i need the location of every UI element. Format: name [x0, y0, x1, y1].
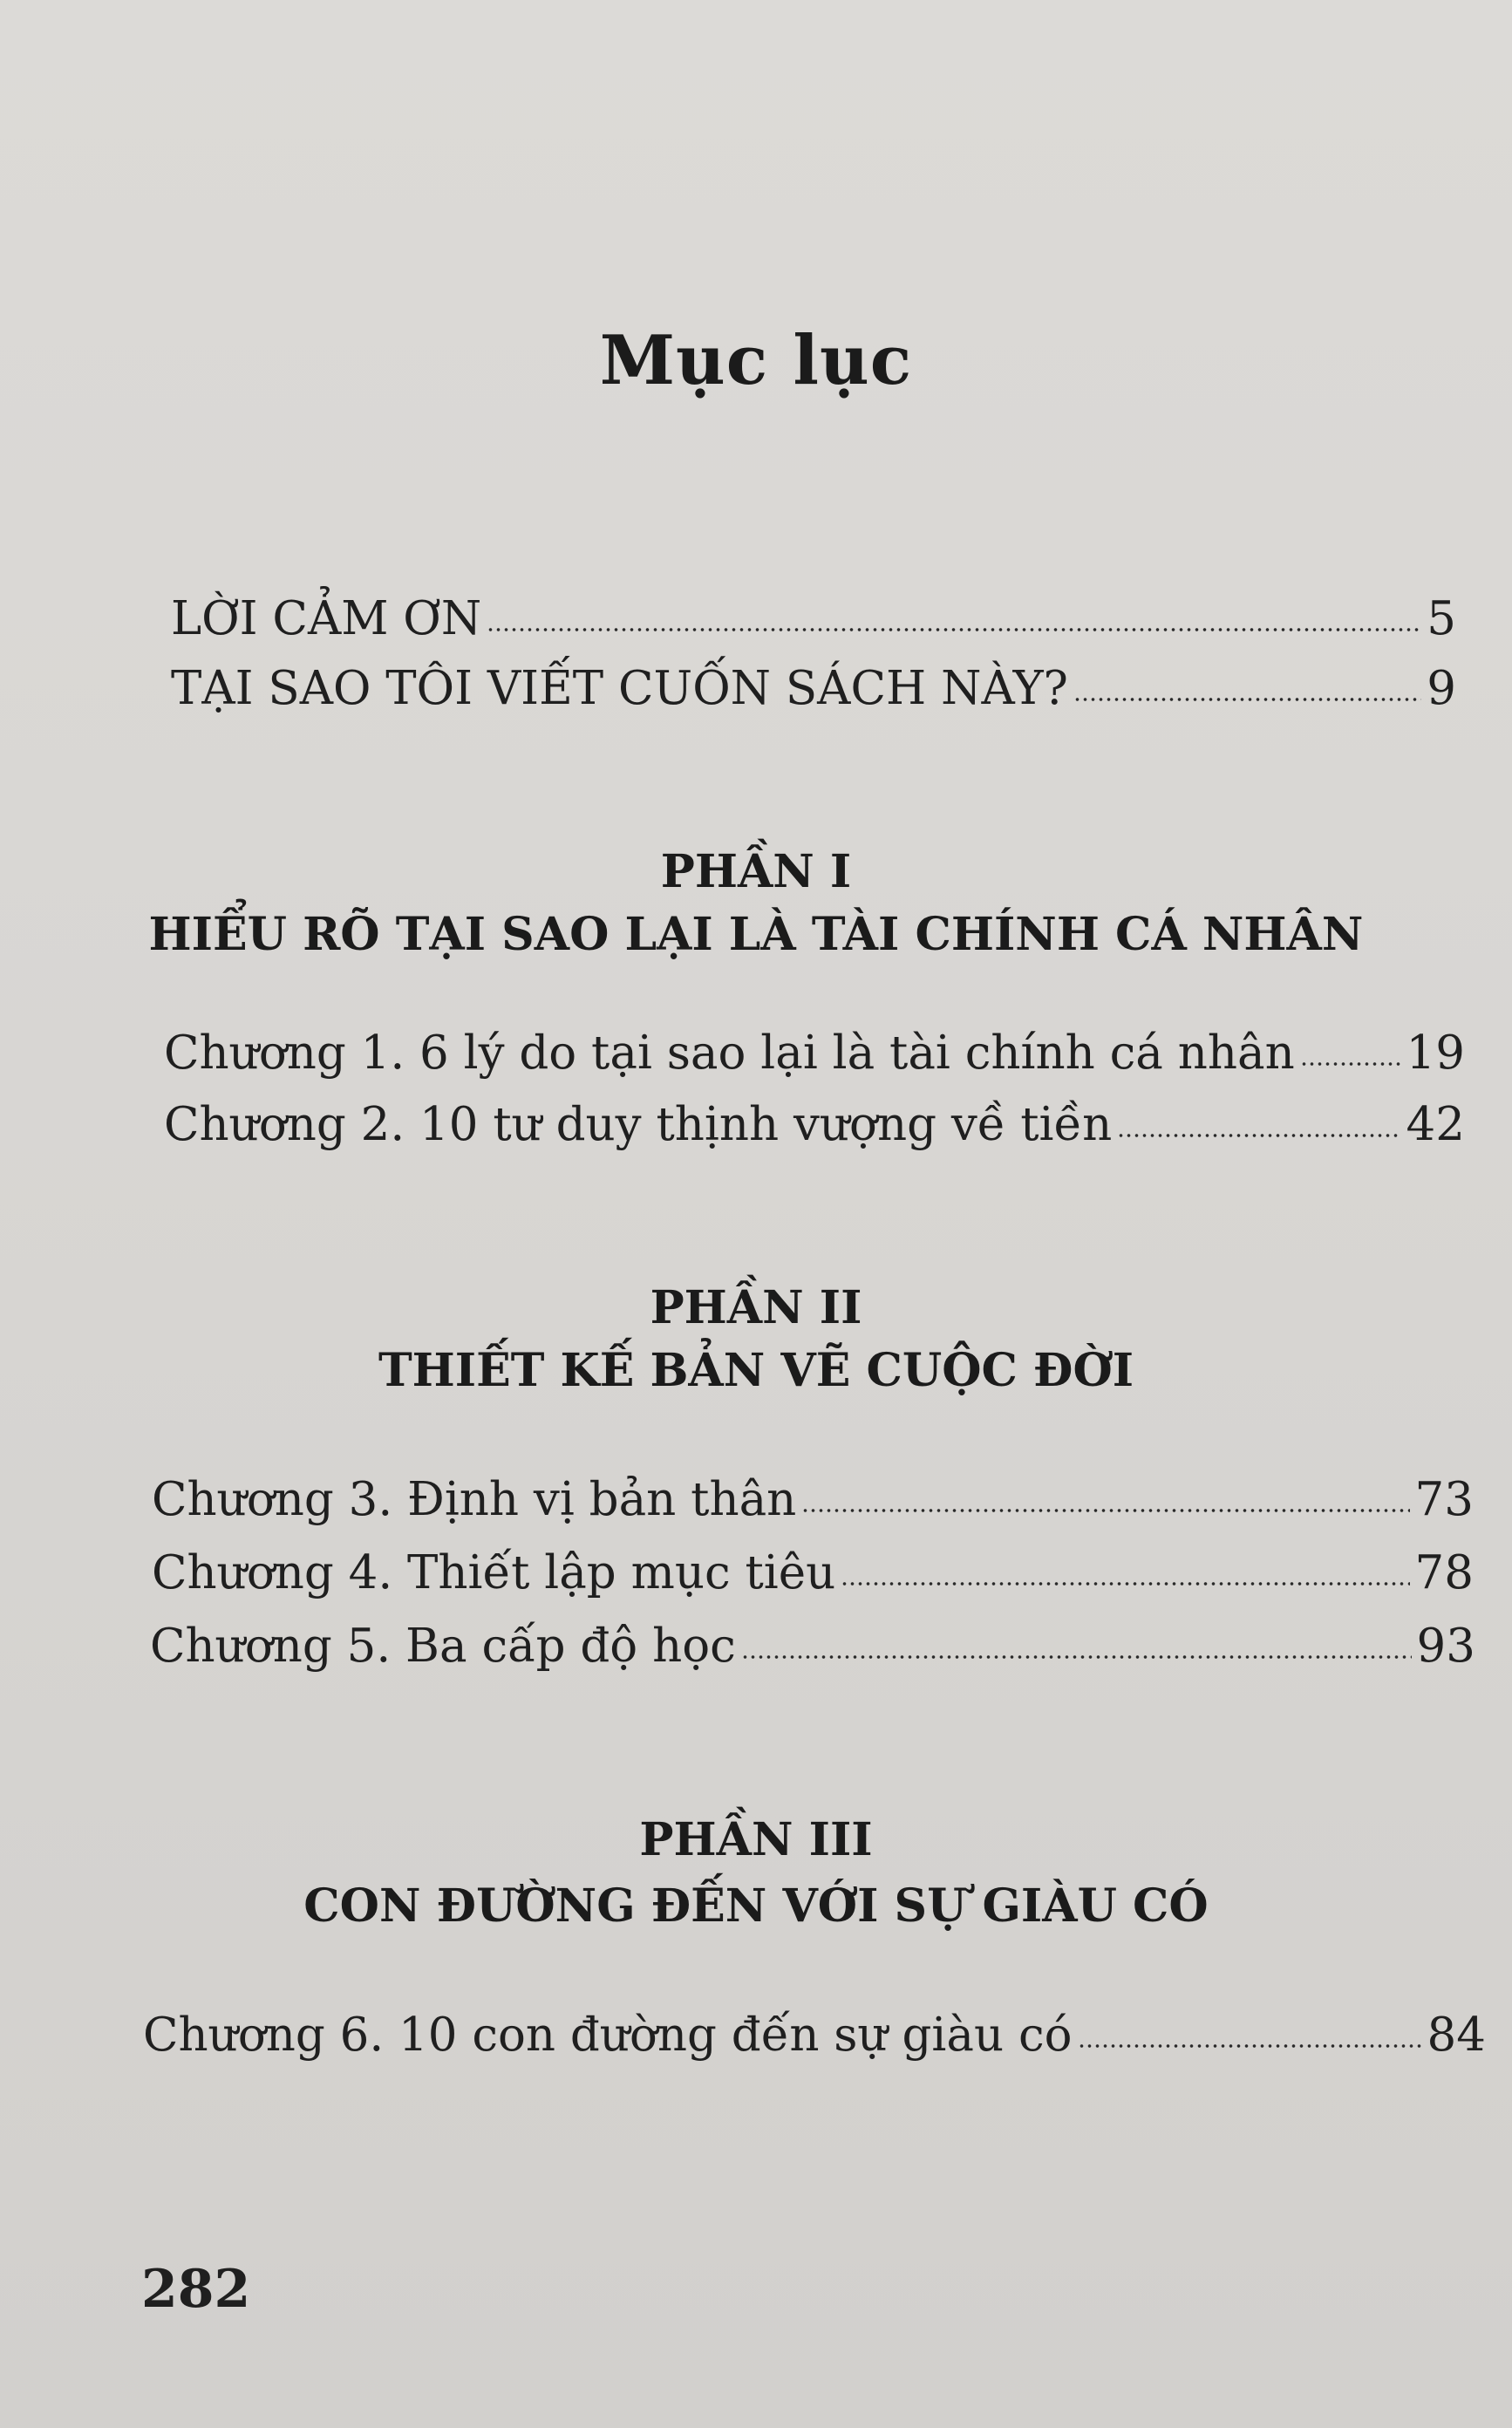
part-title: THIẾT KẾ BẢN VẼ CUỘC ĐỜI — [378, 1344, 1134, 1397]
toc-entry-chapter-5 — [150, 1619, 1475, 1674]
dot-leader — [801, 1506, 1409, 1515]
toc-entry-label: Chương 5. Ba cấp độ học — [150, 1620, 736, 1673]
toc-entry-page: 84 — [1427, 2009, 1486, 2062]
toc-entry-label: Chương 2. 10 tư duy thịnh vượng về tiền — [164, 1098, 1113, 1151]
toc-entry-page: 78 — [1414, 1546, 1474, 1599]
toc-entry-label: TẠI SAO TÔI VIẾT CUỐN SÁCH NÀY? — [171, 662, 1068, 715]
toc-entry-why-write — [171, 661, 1456, 717]
toc-entry-page: 19 — [1406, 1026, 1465, 1080]
page-number: 282 — [141, 2259, 251, 2320]
toc-entry-acknowledgements — [171, 591, 1456, 647]
toc-entry-label: Chương 4. Thiết lập mục tiêu — [152, 1546, 836, 1599]
part-title: CON ĐƯỜNG ĐẾN VỚI SỰ GIÀU CÓ — [303, 1879, 1209, 1933]
part-number: PHẦN III — [639, 1813, 873, 1866]
toc-entry-label: Chương 3. Định vị bản thân — [152, 1473, 797, 1526]
dot-leader — [487, 625, 1421, 634]
dot-leader — [1300, 1060, 1401, 1068]
toc-entry-chapter-2 — [164, 1097, 1465, 1153]
part-number: PHẦN I — [660, 845, 852, 898]
toc-entry-label: LỜI CẢM ƠN — [171, 592, 482, 645]
page-title: Mục lục — [599, 321, 913, 400]
toc-entry-chapter-1 — [164, 1026, 1465, 1081]
toc-entry-label: Chương 6. 10 con đường đến sự giàu có — [143, 2009, 1073, 2062]
toc-entry-chapter-4 — [152, 1545, 1474, 1601]
toc-entry-page: 93 — [1416, 1620, 1475, 1673]
dot-leader — [1078, 2042, 1422, 2050]
toc-entry-page: 73 — [1414, 1473, 1474, 1526]
dot-leader — [841, 1579, 1409, 1588]
toc-entry-chapter-3 — [152, 1472, 1474, 1528]
dot-leader — [741, 1653, 1412, 1661]
dot-leader — [1073, 695, 1421, 704]
toc-entry-chapter-6 — [143, 2008, 1486, 2063]
part-number: PHẦN II — [650, 1281, 862, 1334]
toc-entry-page: 9 — [1427, 662, 1456, 715]
toc-entry-page: 42 — [1406, 1098, 1465, 1151]
part-title: HIỂU RÕ TẠI SAO LẠI LÀ TÀI CHÍNH CÁ NHÂN — [148, 908, 1364, 961]
toc-entry-page: 5 — [1427, 592, 1456, 645]
dot-leader — [1117, 1131, 1400, 1140]
toc-entry-label: Chương 1. 6 lý do tại sao lại là tài chính cá nhân — [164, 1026, 1295, 1080]
